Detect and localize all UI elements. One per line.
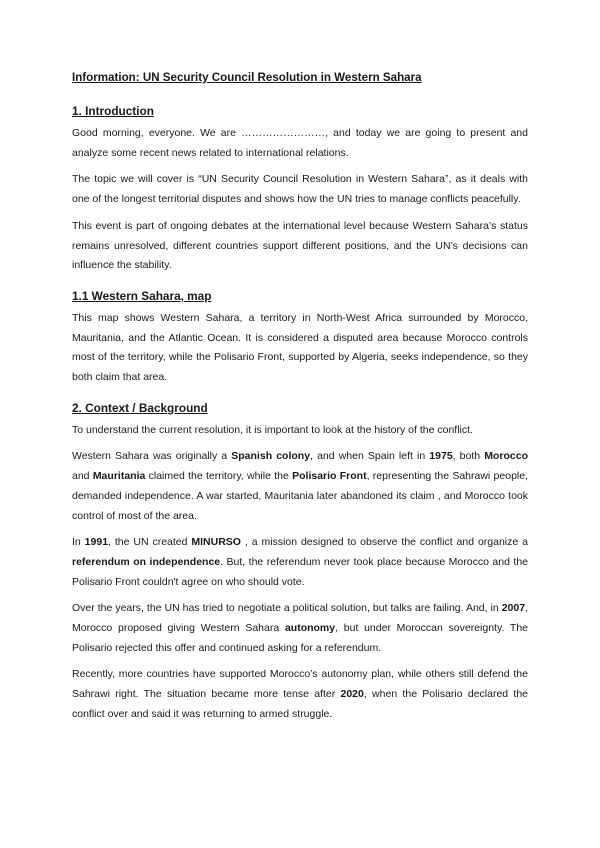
paragraph xyxy=(72,665,528,724)
bold-term: 1991 xyxy=(84,536,109,549)
bold-term: 2007 xyxy=(501,602,526,615)
bold-term: 1975 xyxy=(429,450,453,463)
text-run: Western Sahara was originally a xyxy=(72,450,232,463)
text-run: Over the years, the UN has tried to negotiate a political solution, but talks are failing. And, in xyxy=(72,602,502,615)
paragraph: This map shows Western Sahara, a territory in North-West Africa surrounded by Morocco, Mauritania, and the Atlantic Ocean. It is considered a disputed area because Morocco controls most of the territory, while the Polisario Front, supported by Algeria, seeks independence, so they both claim that area. xyxy=(72,311,528,384)
paragraph xyxy=(72,447,528,526)
bold-term: referendum on independence xyxy=(72,555,221,568)
text-run: Recently, more countries have supported Morocco’s autonomy plan, while others still defend the Sahrawi right. The situation became more tense after xyxy=(72,668,528,701)
section-introduction xyxy=(72,103,528,276)
bold-term: 2020 xyxy=(340,688,364,701)
section-heading: 1.1 Western Sahara, map xyxy=(72,288,212,303)
paragraph xyxy=(72,599,528,658)
text-run: , Morocco proposed giving Western Sahara xyxy=(72,602,528,635)
text-run: , and when Spain left in xyxy=(310,450,430,463)
text-run: claimed the territory, while the xyxy=(145,470,293,483)
paragraph: To understand the current resolution, it is important to look at the history of the conflict. xyxy=(72,423,473,436)
bold-term: Morocco xyxy=(484,450,528,463)
paragraph xyxy=(72,533,528,592)
section-map xyxy=(72,288,528,388)
text-run: , representing the Sahrawi people, demanded independence. A war started, Mauritania later abandoned its claim , and Morocco took control of most of the area. xyxy=(72,470,529,522)
bold-term: Spanish colony xyxy=(231,450,311,463)
bold-term: autonomy xyxy=(284,622,336,635)
paragraph: The topic we will cover is “UN Security Council Resolution in Western Sahara”, as it deals with one of the longest territorial disputes and shows how the UN tries to manage conflicts peacefully. xyxy=(72,173,528,206)
text-run: , but under Moroccan sovereignty. The Polisario rejected this offer and continued asking for a referendum. xyxy=(72,622,528,654)
bold-term: Mauritania xyxy=(92,470,146,483)
section-heading: 2. Context / Background xyxy=(72,400,208,415)
paragraph: Good morning, everyone. We are ……………………, and today we are going to present and analyze some recent news related to international relations. xyxy=(72,127,528,159)
document-title: Information: UN Security Council Resolution in Western Sahara xyxy=(72,71,422,84)
section-context xyxy=(72,400,528,725)
text-run: In xyxy=(72,536,85,549)
text-run: , both xyxy=(452,450,485,463)
section-heading: 1. Introduction xyxy=(72,104,154,118)
bold-term: Polisario Front xyxy=(292,470,367,483)
paragraph: This event is part of ongoing debates at the international level because Western Sahara’s status remains unresolved, different countries support different positions, and the UN’s decisions can influence the stability. xyxy=(72,219,528,272)
text-run: and xyxy=(72,470,93,483)
bold-term: MINURSO xyxy=(191,536,241,549)
text-run: , the UN created xyxy=(108,536,192,549)
text-run: . But, the referendum never took place because Morocco and the Polisario Front couldn't agree on who should vote. xyxy=(72,555,528,588)
text-run: , a mission designed to observe the conflict and organize a xyxy=(240,536,528,549)
text-run: , when the Polisario declared the conflict over and said it was returning to armed struggle. xyxy=(72,688,529,720)
